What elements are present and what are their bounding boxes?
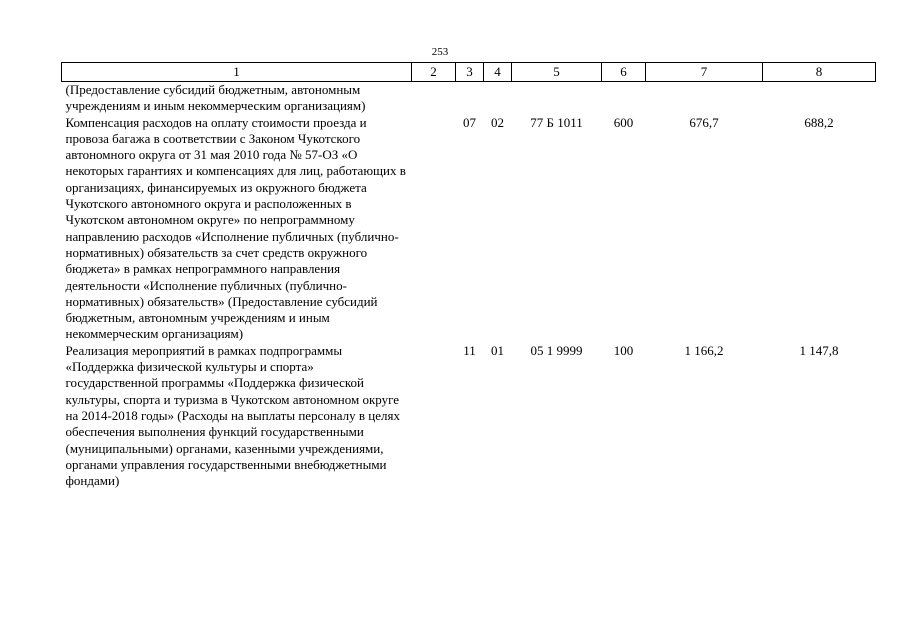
row-col-5: 77 Б 1011 bbox=[530, 114, 583, 130]
header-col-3: 3 bbox=[456, 63, 484, 82]
row-col-5: 05 1 9999 bbox=[530, 342, 583, 358]
header-row bbox=[62, 63, 876, 82]
row-col-7 bbox=[646, 82, 763, 115]
table-row bbox=[62, 115, 876, 343]
row-description: Компенсация расходов на оплату стоимости проезда и провоза багажа в соответствии с Законом Чукотского автономного округа от 31 мая 2010 года № 57-ОЗ «О некоторых гарантиях и компенсациях для лиц, работающих в организациях, финансируемых из окружного бюджета Чукотского автономного округа и расположенных в Чукотском автономном округе» по непрограммному направлению расходов «Исполнение публичных (публично-нормативных) обязательств за счет средств окружного бюджета» в рамках непрограммного направления деятельности «Исполнение публичных (публично-нормативных) обязательств» (Предоставление субсидий бюджетным, автономным учреждениям и иным некоммерческим организациям) bbox=[65, 114, 406, 342]
row-col-2 bbox=[412, 115, 456, 343]
row-col-3: 07 bbox=[463, 114, 476, 130]
row-col-8: 688,2 bbox=[804, 114, 834, 130]
table-body bbox=[62, 82, 876, 490]
row-col-4: 01 bbox=[491, 342, 504, 358]
row-col-5 bbox=[512, 82, 602, 115]
row-col-4 bbox=[484, 82, 512, 115]
header-col-8: 8 bbox=[763, 63, 876, 82]
row-col-8 bbox=[763, 82, 876, 115]
row-description: (Предоставление субсидий бюджетным, автономным учреждениям и иным некоммерческим организациям) bbox=[65, 82, 366, 114]
table-header bbox=[62, 63, 876, 82]
header-col-1: 1 bbox=[62, 63, 412, 82]
table-row bbox=[62, 82, 876, 115]
row-col-7: 1 166,2 bbox=[684, 342, 724, 358]
header-col-5: 5 bbox=[512, 63, 602, 82]
row-col-2 bbox=[412, 343, 456, 490]
table-row bbox=[62, 343, 876, 490]
header-col-2: 2 bbox=[412, 63, 456, 82]
row-col-6: 600 bbox=[613, 114, 634, 130]
row-col-3 bbox=[456, 82, 484, 115]
row-col-2 bbox=[412, 82, 456, 115]
header-col-7: 7 bbox=[646, 63, 763, 82]
header-col-6: 6 bbox=[602, 63, 646, 82]
row-col-6 bbox=[602, 82, 646, 115]
row-col-6: 100 bbox=[613, 342, 634, 358]
row-col-7: 676,7 bbox=[689, 114, 719, 130]
header-col-4: 4 bbox=[484, 63, 512, 82]
row-description: Реализация мероприятий в рамках подпрограммы «Поддержка физической культуры и спорта» государственной программы «Поддержка физической культуры, спорта и туризма в Чукотском автономном округе на 2014-2018 годы» (Расходы на выплаты персоналу в целях обеспечения выполнения функций государственными (муниципальными) органами, казенными учреждениями, органами управления государственными внебюджетными фондами) bbox=[65, 342, 400, 489]
page-number: 253 bbox=[431, 46, 449, 58]
budget-table bbox=[61, 62, 876, 489]
row-col-4: 02 bbox=[491, 114, 504, 130]
row-col-3: 11 bbox=[463, 342, 476, 358]
row-col-8: 1 147,8 bbox=[799, 342, 839, 358]
